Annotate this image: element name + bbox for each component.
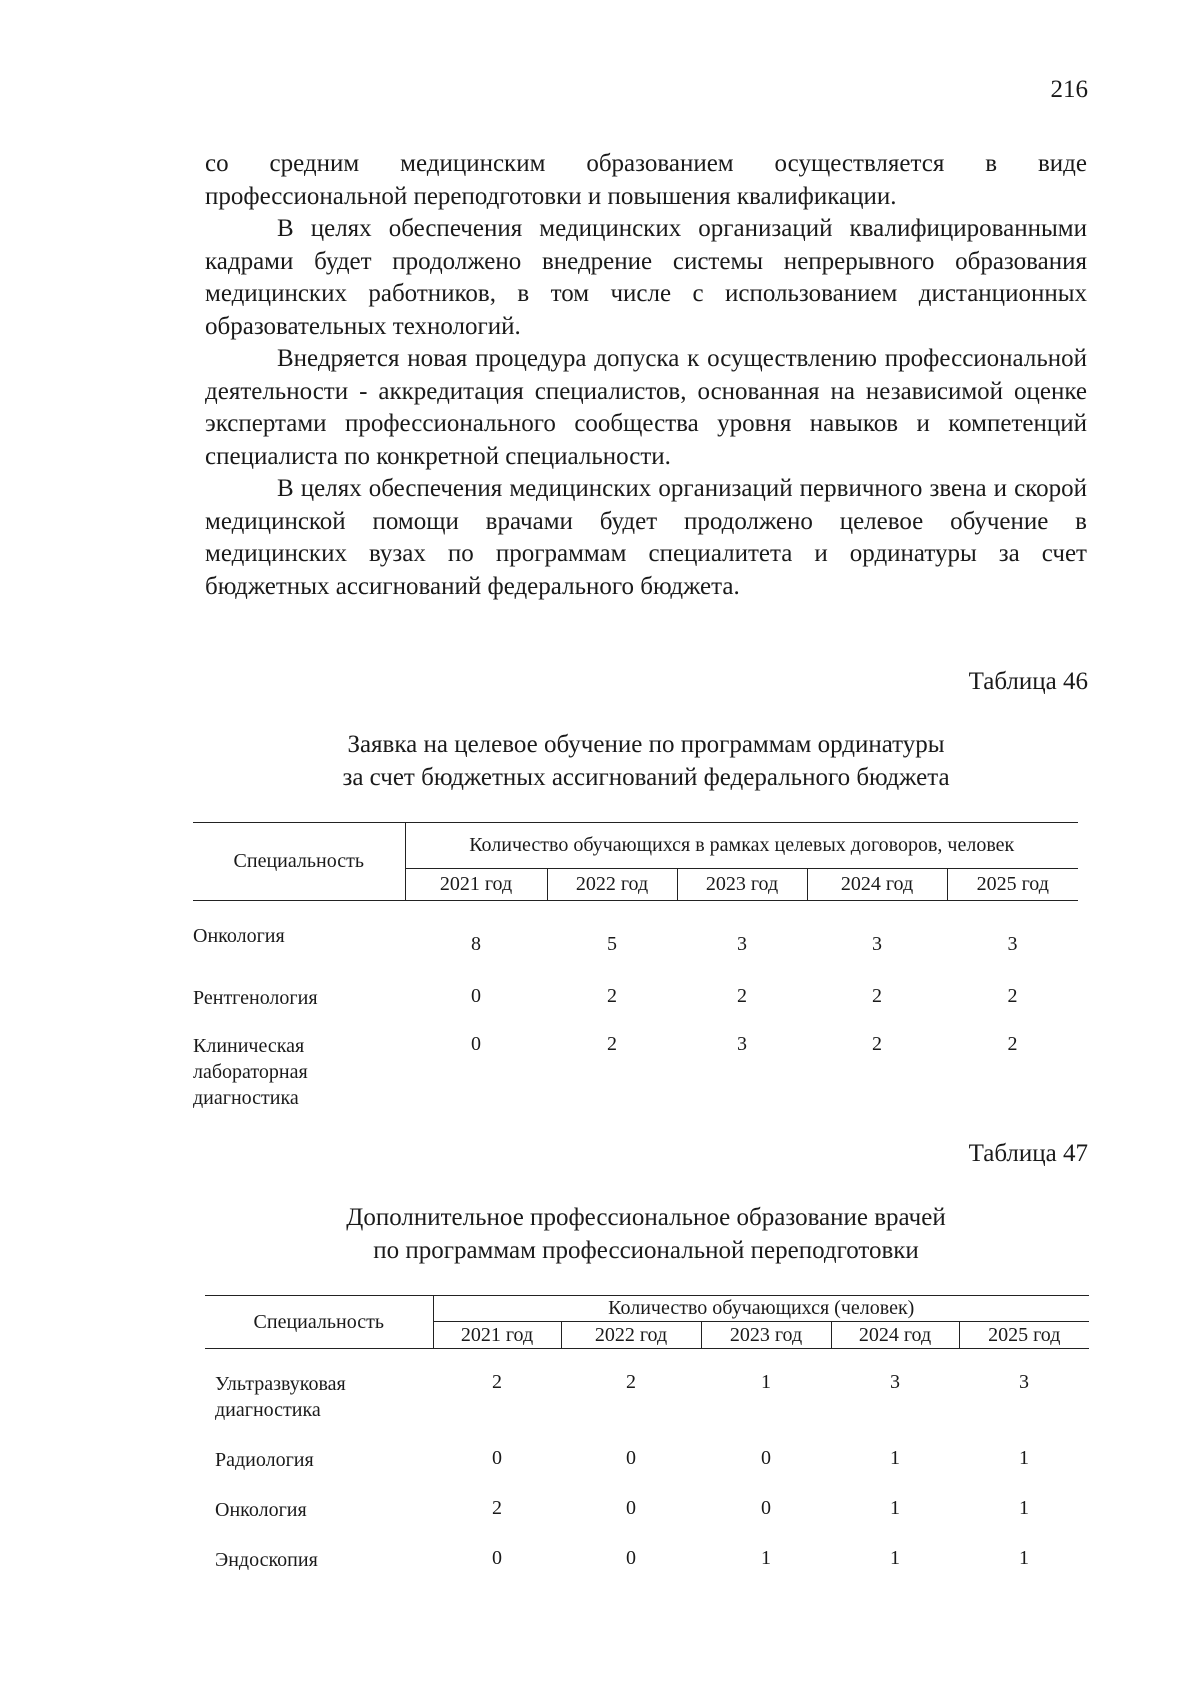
table-row <box>193 973 1078 1021</box>
table-46-group-header: Количество обучающихся в рамках целевых договоров, человек <box>405 823 1078 869</box>
table-row <box>193 901 1078 973</box>
table-47-group-header: Количество обучающихся (человек) <box>433 1296 1089 1322</box>
table-47-year-header: 2021 год <box>433 1322 561 1349</box>
table-46-value: 3 <box>737 1032 747 1055</box>
table-47-label: Таблица 47 <box>968 1140 1088 1167</box>
table-46-value: 2 <box>872 1032 882 1055</box>
table-46-value: 5 <box>607 933 617 955</box>
table-46-value: 2 <box>607 984 617 1007</box>
table-47-title-line: по программам профессиональной переподготовки <box>373 1237 919 1264</box>
table-46-value: 3 <box>737 933 747 955</box>
table-46-value: 0 <box>471 1032 481 1055</box>
table-47-value: 0 <box>492 1446 502 1469</box>
table-row <box>205 1447 1089 1497</box>
table-47-spec-cell: Эндоскопия <box>215 1548 318 1571</box>
table-row <box>193 1021 1078 1121</box>
table-47-spec-cell: Ультразвуковая диагностика <box>215 1373 346 1421</box>
table-46-value: 2 <box>737 984 747 1007</box>
table-47-value: 0 <box>626 1446 636 1469</box>
table-46-year-header: 2024 год <box>807 869 947 901</box>
table-46-value: 3 <box>872 933 882 955</box>
table-47-value: 1 <box>1019 1546 1029 1569</box>
table-46-value: 2 <box>872 984 882 1007</box>
table-46-year-header: 2025 год <box>947 869 1078 901</box>
table-47-value: 1 <box>761 1546 771 1569</box>
table-47-value: 0 <box>761 1496 771 1519</box>
table-46-value: 2 <box>1007 984 1018 1007</box>
table-row <box>205 1349 1089 1447</box>
table-46-title <box>205 728 1087 794</box>
table-47-year-header: 2023 год <box>701 1322 831 1349</box>
table-47-value: 1 <box>1019 1446 1029 1469</box>
body-text <box>205 148 1087 603</box>
table-47-value: 1 <box>890 1496 900 1519</box>
paragraph: со средним медицинским образованием осуществляется в виде профессиональной переподготовки и повышения квалификации. <box>205 150 1087 210</box>
table-47-title <box>205 1201 1087 1267</box>
table-47-year-header: 2025 год <box>959 1322 1089 1349</box>
table-46-year-header: 2021 год <box>405 869 547 901</box>
table-47-value: 0 <box>626 1496 636 1519</box>
table-46-year-header: 2022 год <box>547 869 677 901</box>
table-47-value: 0 <box>626 1546 636 1569</box>
table-47-value: 2 <box>492 1371 502 1393</box>
paragraph: Внедряется новая процедура допуска к осуществлению профессиональной деятельности - аккредитация специалистов, основанная на независимой оценке экспертами профессионального сообщества уровня навыков и компетенций специалиста по конкретной специальности. <box>205 345 1087 470</box>
table-46 <box>193 822 1078 1121</box>
table-46-value: 2 <box>1007 1032 1018 1055</box>
table-47-year-header: 2024 год <box>831 1322 959 1349</box>
table-46-title-line: за счет бюджетных ассигнований федерального бюджета <box>342 764 950 791</box>
table-46-value: 8 <box>471 933 481 955</box>
table-47-value: 2 <box>492 1496 502 1519</box>
table-47-value: 3 <box>1019 1371 1029 1393</box>
table-47-title-line: Дополнительное профессиональное образование врачей <box>346 1204 946 1231</box>
table-46-label: Таблица 46 <box>968 668 1088 695</box>
table-46-year-header: 2023 год <box>677 869 807 901</box>
table-47-value: 1 <box>1019 1496 1029 1519</box>
table-47-value: 1 <box>761 1371 771 1393</box>
table-46-value: 2 <box>607 1032 617 1055</box>
table-47-value: 0 <box>492 1546 502 1569</box>
table-46-title-line: Заявка на целевое обучение по программам ординатуры <box>347 731 945 758</box>
page-number: 216 <box>1050 76 1088 103</box>
table-47-value: 2 <box>626 1371 636 1393</box>
table-47-year-header: 2022 год <box>561 1322 701 1349</box>
table-47-value: 1 <box>890 1546 900 1569</box>
table-47-value: 1 <box>890 1446 900 1469</box>
table-47-value: 0 <box>761 1446 771 1469</box>
table-46-value: 3 <box>1007 933 1018 955</box>
table-46-value: 0 <box>471 984 481 1007</box>
paragraph: В целях обеспечения медицинских организаций первичного звена и скорой медицинской помощи врачами будет продолжено целевое обучение в медицинских вузах по программам специалитета и ординатуры за счет бюджетных ассигнований федерального бюджета. <box>205 475 1087 600</box>
table-47 <box>205 1295 1089 1587</box>
table-47-spec-header: Специальность <box>205 1296 433 1349</box>
table-47-spec-cell: Онкология <box>215 1498 307 1521</box>
table-47-spec-cell: Радиология <box>215 1448 314 1471</box>
paragraph: В целях обеспечения медицинских организаций квалифицированными кадрами будет продолжено внедрение системы непрерывного образования медицинских работников, в том числе с использованием дистанционных образовательных технологий. <box>205 215 1087 340</box>
table-row <box>205 1497 1089 1547</box>
table-46-spec-cell: Онкология <box>193 925 285 947</box>
table-46-spec-cell: Клиническая лабораторная диагностика <box>193 1034 308 1109</box>
table-46-spec-cell: Рентгенология <box>193 986 318 1009</box>
table-row <box>205 1547 1089 1587</box>
table-47-value: 3 <box>890 1371 900 1393</box>
table-46-spec-header: Специальность <box>193 823 405 901</box>
